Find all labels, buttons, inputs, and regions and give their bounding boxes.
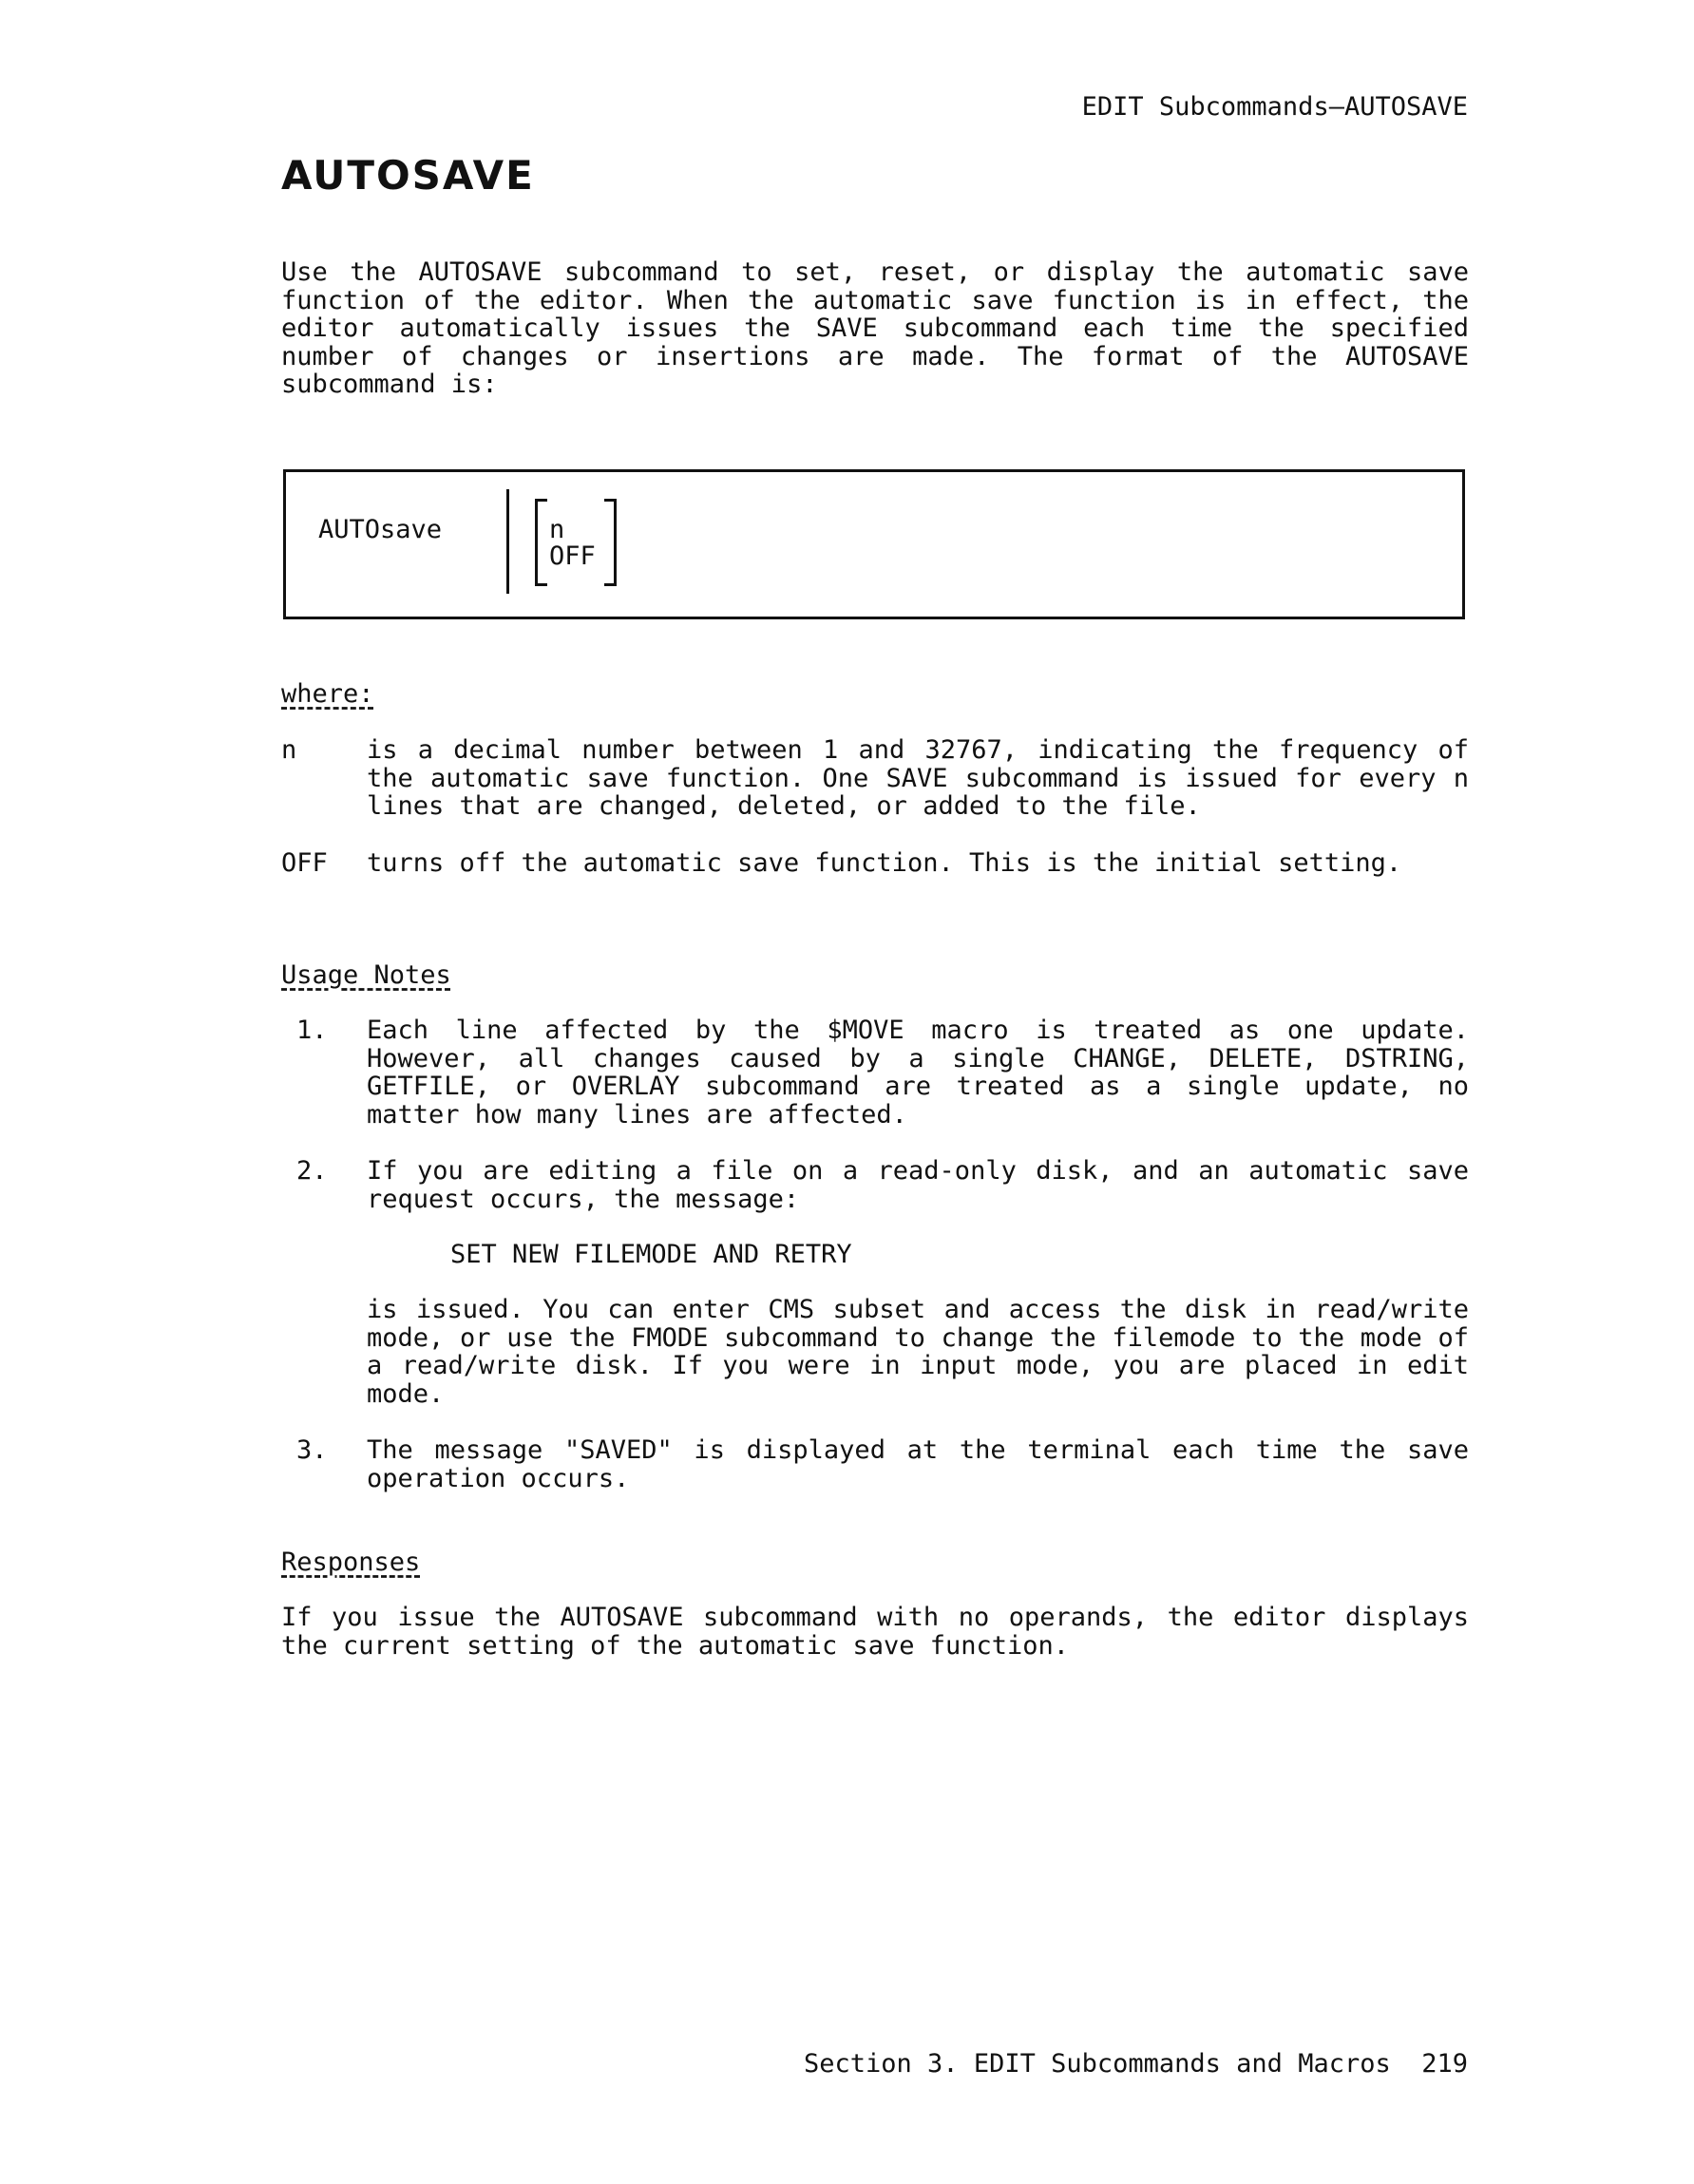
syntax-command: AUTOsave xyxy=(318,515,443,544)
where-label: where: xyxy=(281,679,374,709)
operand-term: n xyxy=(281,735,297,765)
usage-note-text: If you are editing a file on a read-only disk, and an automatic save request occurs, the message: xyxy=(367,1156,1469,1214)
message-code: SET NEW FILEMODE AND RETRY xyxy=(450,1240,852,1269)
operand-description: turns off the automatic save function. This is the initial setting. xyxy=(367,848,1402,878)
syntax-box xyxy=(283,469,1465,619)
note-number: 3. xyxy=(296,1435,328,1465)
usage-notes-heading: Usage Notes xyxy=(281,960,451,990)
syntax-option-n: n xyxy=(549,515,565,544)
note-number: 1. xyxy=(296,1016,328,1045)
syntax-divider xyxy=(506,489,509,594)
responses-heading: Responses xyxy=(281,1548,421,1577)
syntax-option-bracket xyxy=(535,499,617,586)
usage-note-text: The message "SAVED" is displayed at the terminal each time the save operation occurs. xyxy=(367,1435,1469,1493)
running-head: EDIT Subcommands—AUTOSAVE xyxy=(1081,92,1468,122)
operand-description: is a decimal number between 1 and 32767, indicating the frequency of the automatic save function. One SAVE subcommand is issued for every n lines that are changed, deleted, or added to the file. xyxy=(367,735,1469,821)
note-number: 2. xyxy=(296,1156,328,1186)
intro-paragraph: Use the AUTOSAVE subcommand to set, reset, or display the automatic save function of the editor. When the automatic save function is in effect, the editor automatically issues the SAVE subcommand each time the specified number of changes or insertions are made. The format of the AUTOSAVE subcommand is: xyxy=(281,257,1469,399)
usage-note-text-continued: is issued. You can enter CMS subset and access the disk in read/write mode, or use the FMODE subcommand to change the filemode to the mode of a read/write disk. If you were in input mode, you are placed in edit mode. xyxy=(367,1295,1469,1409)
responses-paragraph: If you issue the AUTOSAVE subcommand with no operands, the editor displays the current setting of the automatic save function. xyxy=(281,1603,1469,1661)
usage-note-text: Each line affected by the $MOVE macro is treated as one update. However, all changes caused by a single CHANGE, DELETE, DSTRING, GETFILE, or OVERLAY subcommand are treated as a single update, no matter how many lines are affected. xyxy=(367,1016,1469,1130)
operand-term: OFF xyxy=(281,848,328,878)
page-footer: Section 3. EDIT Subcommands and Macros 219 xyxy=(804,2049,1468,2079)
syntax-option-off: OFF xyxy=(549,541,596,571)
page-title: AUTOSAVE xyxy=(281,152,535,199)
